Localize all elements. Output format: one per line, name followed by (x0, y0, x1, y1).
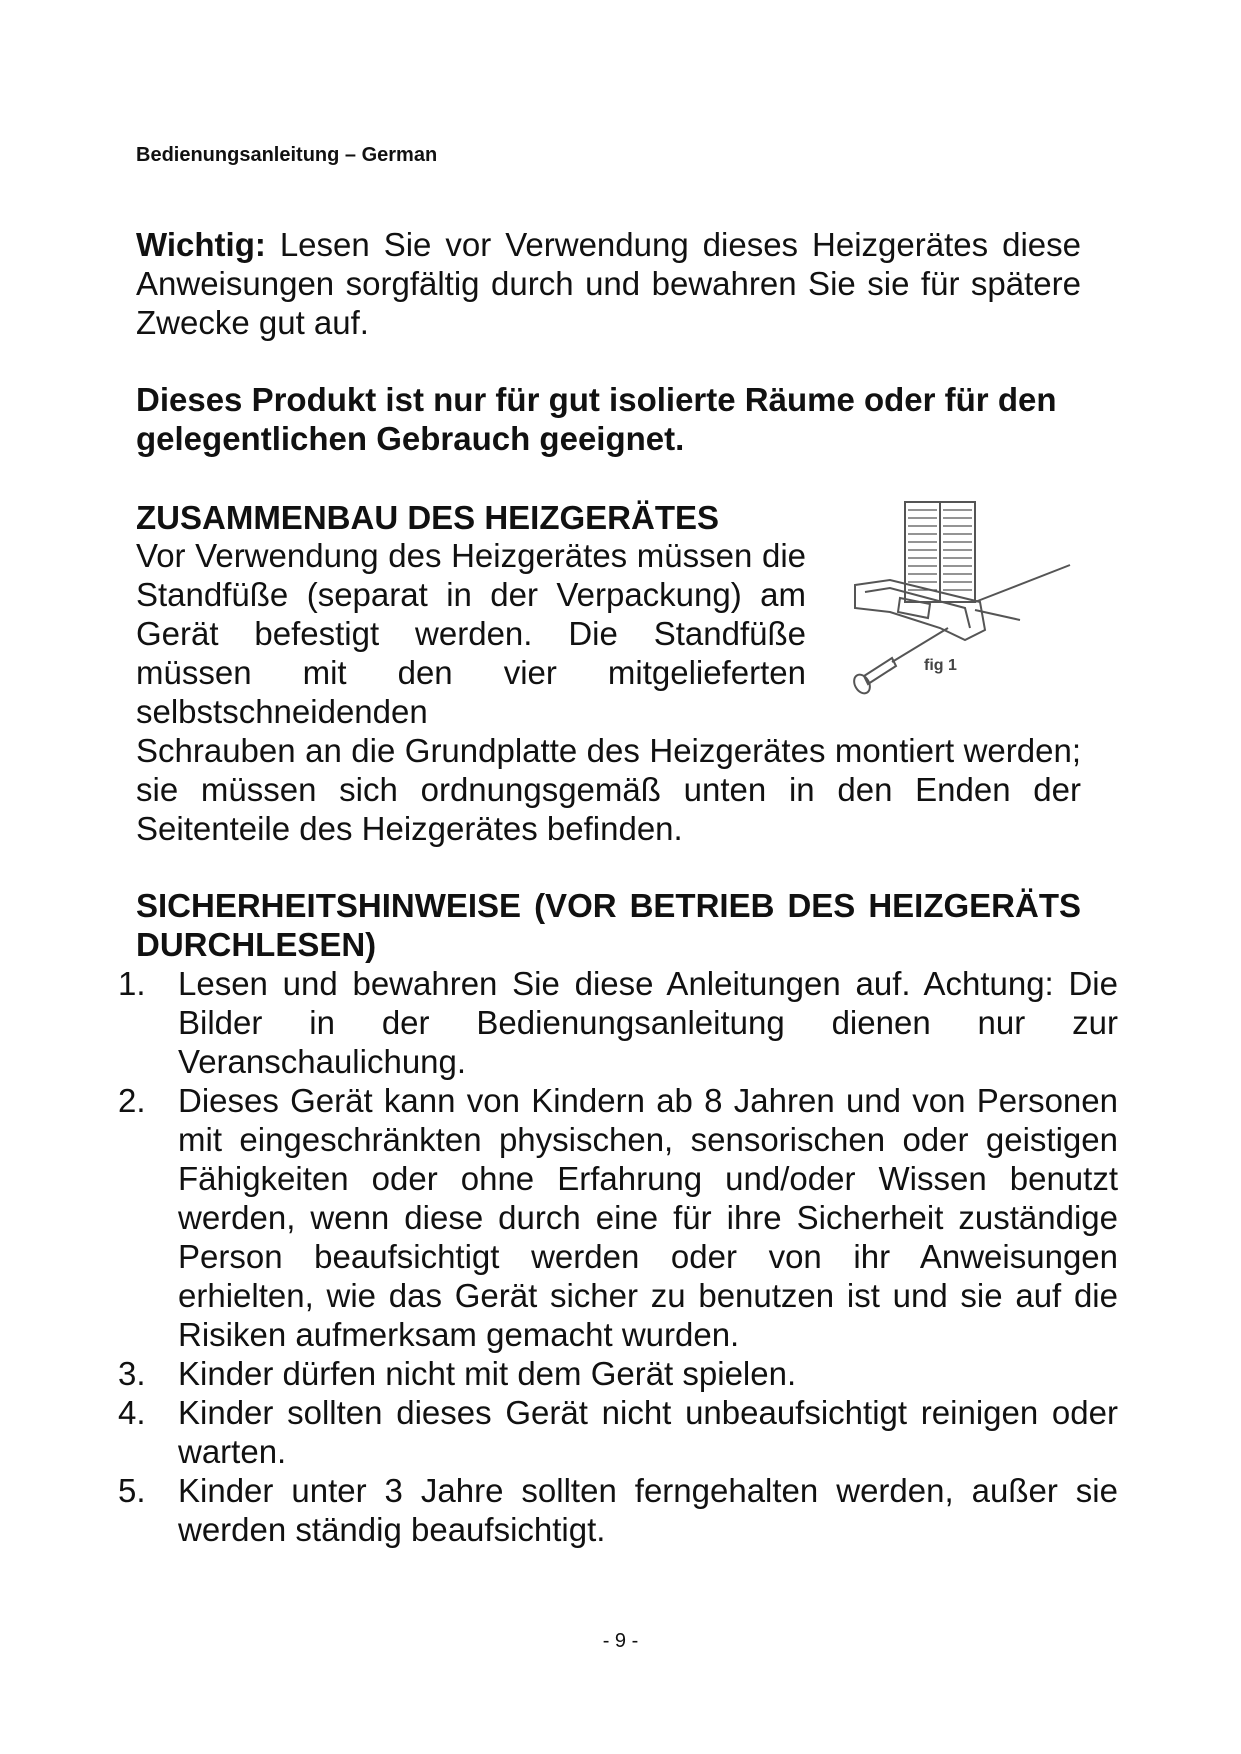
safety-item-number: 4. (118, 1394, 146, 1431)
safety-item-number: 1. (118, 965, 146, 1002)
safety-item (118, 1081, 1118, 1354)
page-number: - 9 - (602, 1630, 639, 1652)
intro-paragraph (136, 225, 1081, 342)
safety-item-number: 3. (118, 1355, 146, 1392)
safety-item-text: Kinder sollten dieses Gerät nicht unbeaufsichtigt reinigen oder warten. (178, 1394, 1118, 1470)
assembly-text-lower: Schrauben an die Grundplatte des Heizgerätes montiert werden; sie müssen sich ordnungsgemäß unten in den Enden der Seitenteile des Heizgerätes befinden. (136, 732, 1081, 847)
safety-item (118, 1393, 1118, 1471)
figure-label: fig 1 (924, 657, 957, 674)
assembly-heading: ZUSAMMENBAU DES HEIZGERÄTES (136, 499, 720, 536)
safety-item-number: 2. (118, 1082, 146, 1119)
safety-item-text: Lesen und bewahren Sie diese Anleitungen auf. Achtung: Die Bilder in der Bedienungsanleitung dienen nur zur Veranschaulichung. (178, 965, 1118, 1080)
safety-item (118, 1471, 1118, 1549)
intro-text: Lesen Sie vor Verwendung dieses Heizgerätes diese Anweisungen sorgfältig durch und bewahren Sie sie für spätere Zwecke gut auf. (136, 226, 1081, 341)
safety-heading: SICHERHEITSHINWEISE (VOR BETRIEB DES HEIZGERÄTS DURCHLESEN) (136, 887, 1081, 963)
safety-item (118, 964, 1118, 1081)
safety-item-text: Kinder dürfen nicht mit dem Gerät spielen. (178, 1355, 797, 1392)
product-notice: Dieses Produkt ist nur für gut isolierte Räume oder für den gelegentlichen Gebrauch geeignet. (136, 381, 1057, 457)
safety-item-text: Kinder unter 3 Jahre sollten ferngehalten werden, außer sie werden ständig beaufsichtigt. (178, 1472, 1118, 1548)
document-header: Bedienungsanleitung – German (136, 144, 438, 166)
intro-label: Wichtig: (136, 226, 266, 263)
assembly-figure (830, 500, 1085, 730)
safety-list (118, 964, 1118, 1549)
safety-item-number: 5. (118, 1472, 146, 1509)
assembly-text-upper: Vor Verwendung des Heizgerätes müssen die Standfüße (separat in der Verpackung) am Gerät befestigt werden. Die Standfüße müssen mit den vier mitgelieferten selbstschneidenden (136, 537, 806, 730)
safety-item (118, 1354, 1118, 1393)
heater-foot-illustration (830, 500, 1085, 730)
safety-item-text: Dieses Gerät kann von Kindern ab 8 Jahren und von Personen mit eingeschränkten physischen, sensorischen oder geistigen Fähigkeiten oder ohne Erfahrung und/oder Wissen benutzt werden, wenn diese durch eine für ihre Sicherheit zuständige Person beaufsichtigt werden oder von ihr Anweisungen erhielten, wie das Gerät sicher zu benutzen ist und sie auf die Risiken aufmerksam gemacht wurden. (178, 1082, 1118, 1353)
